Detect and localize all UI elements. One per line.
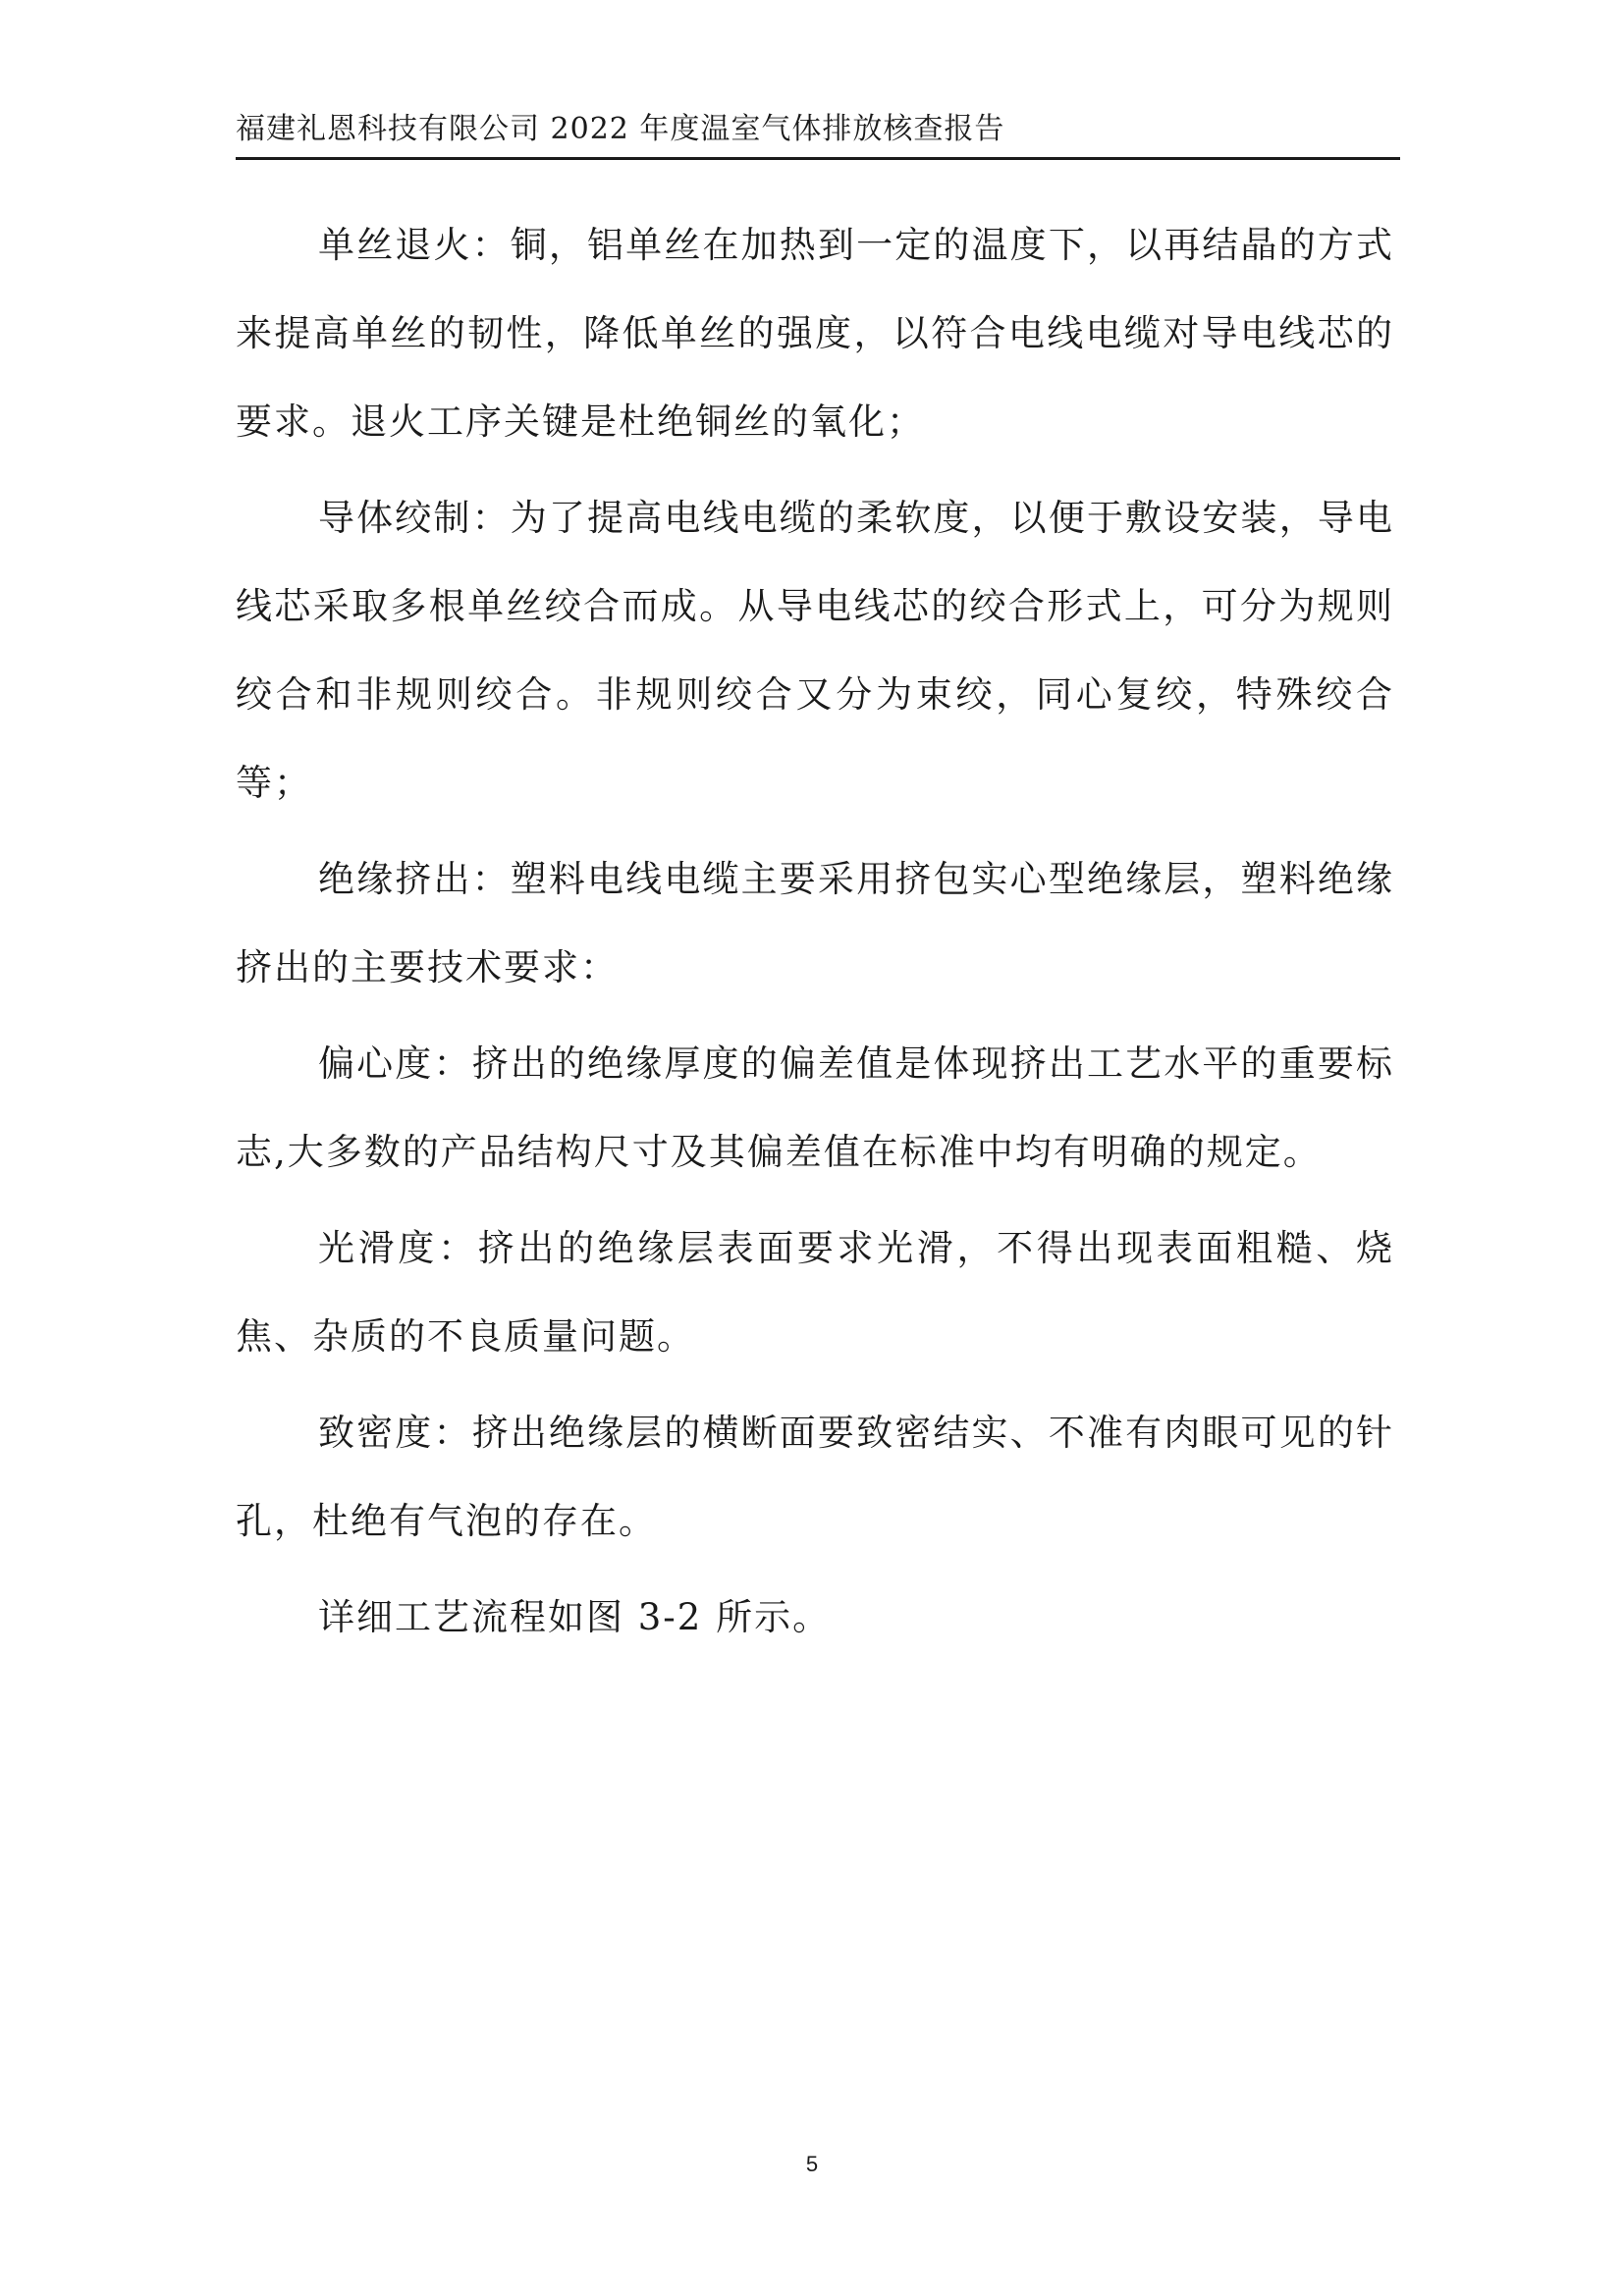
paragraph-conductor-stranding: 导体绞制：为了提高电线电缆的柔软度，以便于敷设安装，导电线芯采取多根单丝绞合而成。从导电线芯的绞合形式上，可分为规则绞合和非规则绞合。非规则绞合又分为束绞，同心复绞，特殊绞合等； — [236, 497, 1394, 804]
paragraph-eccentricity: 偏心度：挤出的绝缘厚度的偏差值是体现挤出工艺水平的重要标志,大多数的产品结构尺寸及其偏差值在标准中均有明确的规定。 — [236, 1042, 1394, 1173]
document-body — [236, 201, 1394, 1670]
paragraph-density: 致密度：挤出绝缘层的横断面要致密结实、不准有肉眼可见的针孔，杜绝有气泡的存在。 — [236, 1412, 1394, 1542]
header-divider — [236, 157, 1400, 160]
paragraph-process-flow-reference: 详细工艺流程如图 3-2 所示。 — [318, 1596, 832, 1638]
report-header-title: 福建礼恩科技有限公司 2022 年度温室气体排放核查报告 — [236, 112, 1005, 146]
paragraph-single-wire-annealing: 单丝退火：铜，铝单丝在加热到一定的温度下，以再结晶的方式来提高单丝的韧性，降低单丝的强度，以符合电线电缆对导电线芯的要求。退火工序关键是杜绝铜丝的氧化； — [236, 224, 1394, 443]
paragraph-smoothness: 光滑度：挤出的绝缘层表面要求光滑，不得出现表面粗糙、烧焦、杂质的不良质量问题。 — [236, 1227, 1394, 1358]
paragraph-insulation-extrusion: 绝缘挤出：塑料电线电缆主要采用挤包实心型绝缘层，塑料绝缘挤出的主要技术要求： — [236, 858, 1394, 988]
page-number: 5 — [805, 2152, 819, 2176]
